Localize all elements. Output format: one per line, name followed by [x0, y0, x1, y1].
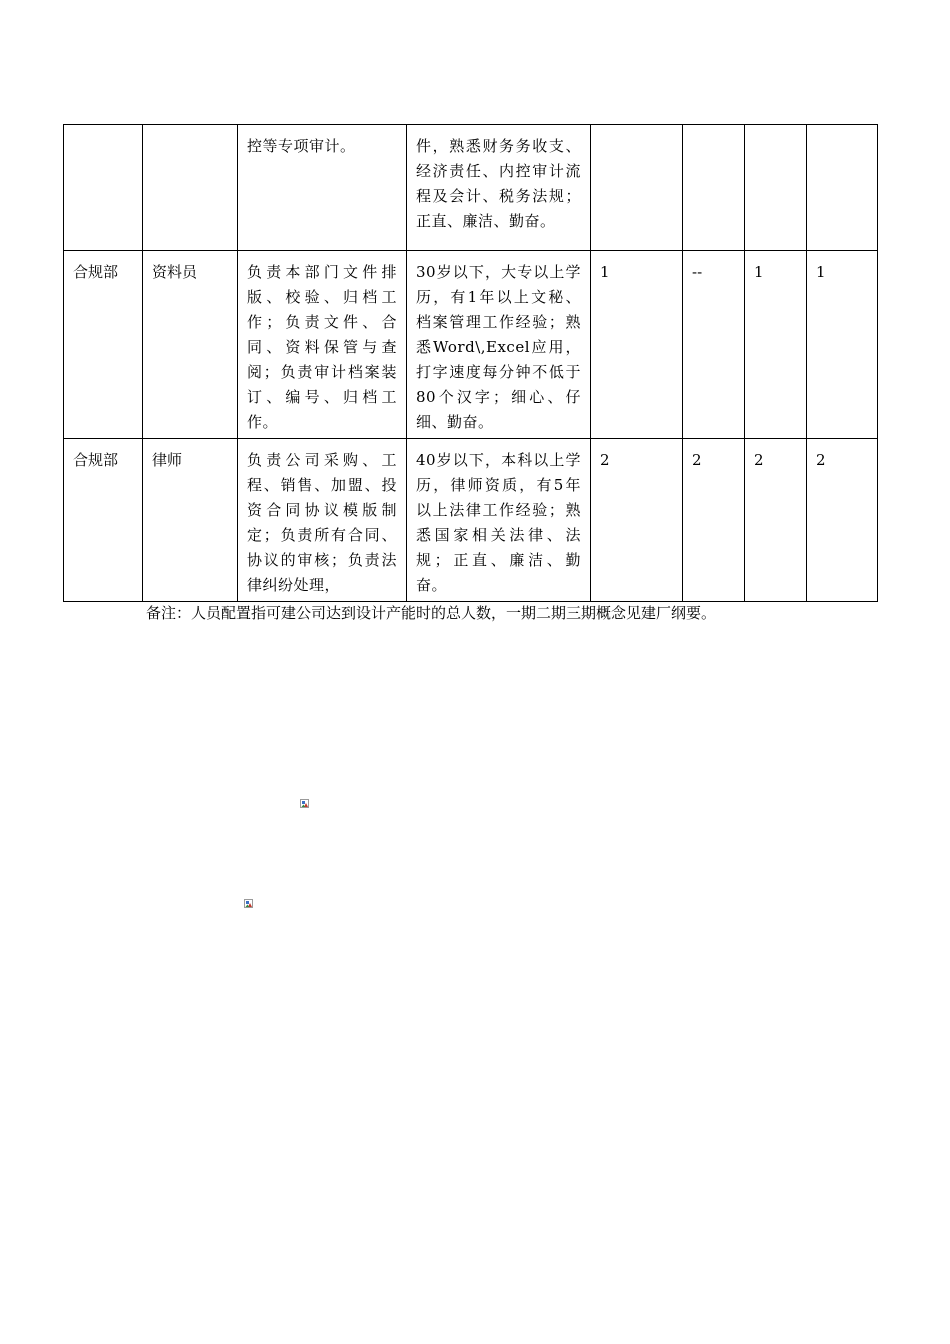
total-cell: 2 [807, 439, 878, 602]
phase2-cell: 2 [683, 439, 745, 602]
table-row [64, 125, 878, 251]
phase3-cell: 1 [745, 251, 807, 439]
phase3-cell: 2 [745, 439, 807, 602]
position-cell: 资料员 [143, 251, 238, 439]
phase2-cell: -- [683, 251, 745, 439]
position-cell [143, 125, 238, 251]
department-cell: 合规部 [64, 251, 143, 439]
table-row [64, 251, 878, 439]
phase1-cell [591, 125, 683, 251]
position-cell: 律师 [143, 439, 238, 602]
department-cell: 合规部 [64, 439, 143, 602]
total-cell [807, 125, 878, 251]
phase3-cell [745, 125, 807, 251]
total-cell: 1 [807, 251, 878, 439]
phase2-cell [683, 125, 745, 251]
requirements-cell: 30岁以下，大专以上学历，有1年以上文秘、档案管理工作经验；熟悉Word\,Excel应用，打字速度每分钟不低于80个汉字；细心、仔细、勤奋。 [407, 251, 591, 439]
phase1-cell: 2 [591, 439, 683, 602]
requirements-cell: 40岁以下，本科以上学历，律师资质，有5年以上法律工作经验；熟悉国家相关法律、法规；正直、廉洁、勤奋。 [407, 439, 591, 602]
duties-cell: 负责公司采购、工程、销售、加盟、投资合同协议模版制定；负责所有合同、协议的审核；负责法律纠纷处理， [238, 439, 407, 602]
broken-image-icon [244, 899, 253, 908]
duties-cell: 负责本部门文件排版、校验、归档工作；负责文件、合同、资料保管与查阅；负责审计档案装订、编号、归档工作。 [238, 251, 407, 439]
table-row [64, 439, 878, 602]
staffing-table [63, 124, 878, 602]
duties-cell: 控等专项审计。 [238, 125, 407, 251]
phase1-cell: 1 [591, 251, 683, 439]
table-footnote: 备注：人员配置指可建公司达到设计产能时的总人数，一期二期三期概念见建厂纲要。 [146, 604, 717, 622]
broken-image-icon [300, 799, 309, 808]
requirements-cell: 件，熟悉财务务收支、经济责任、内控审计流程及会计、税务法规；正直、廉洁、勤奋。 [407, 125, 591, 251]
department-cell [64, 125, 143, 251]
